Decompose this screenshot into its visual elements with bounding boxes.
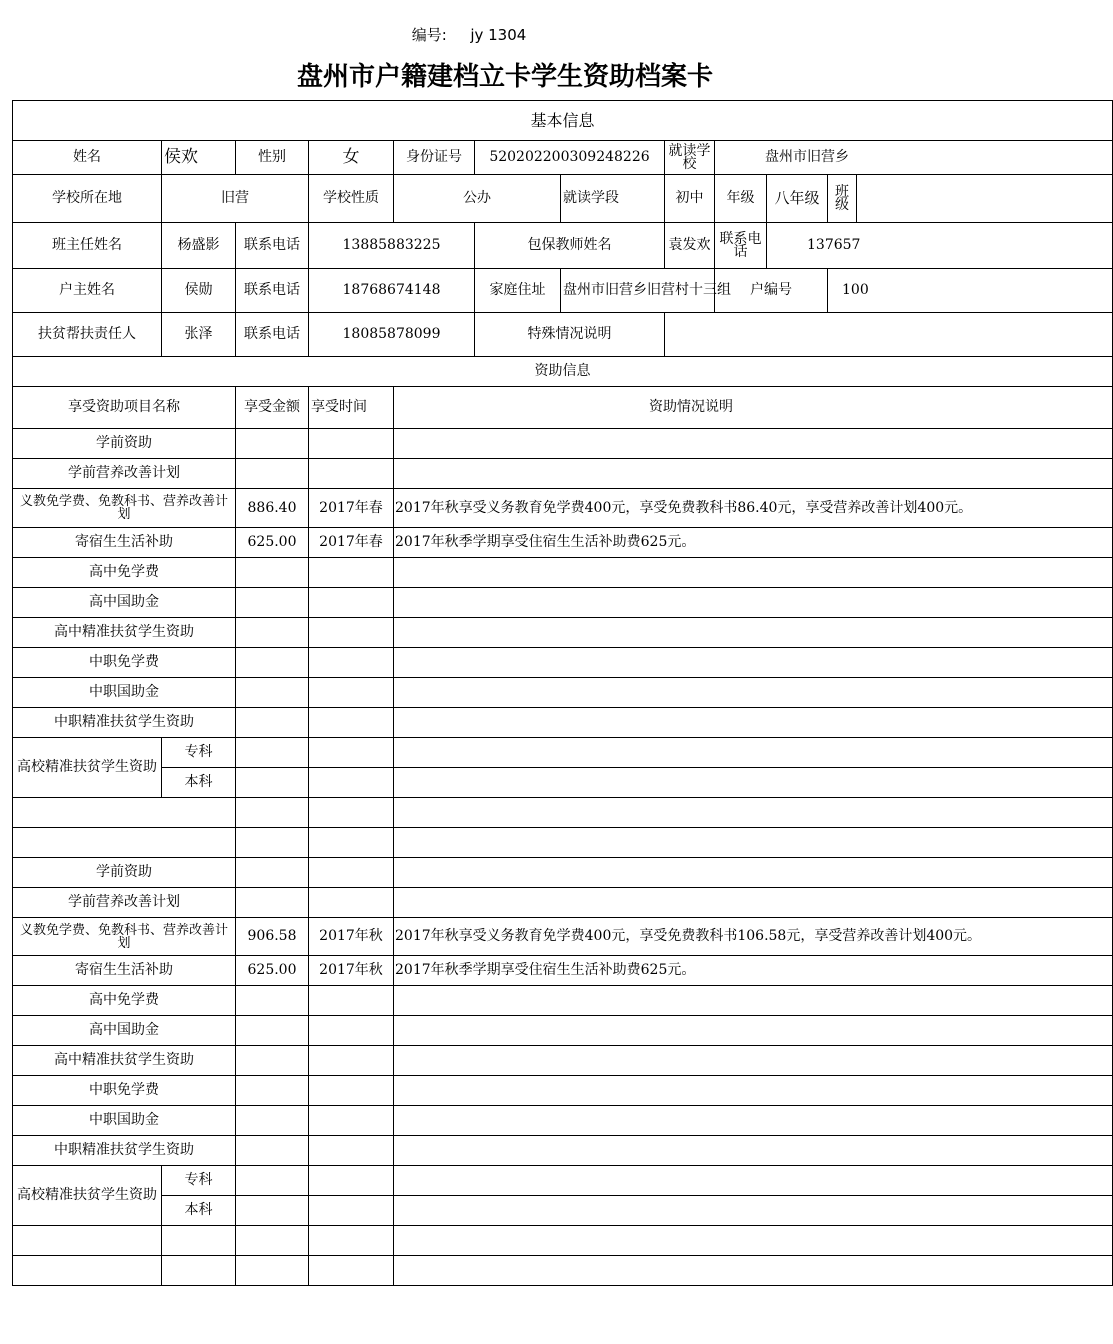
aid-row [13,618,1113,648]
blank-project [13,1256,162,1286]
gender-label: 性别 [236,141,309,175]
address-value: 盘州市旧营乡旧营村十三组 [561,269,715,313]
aid-amount [236,588,309,618]
aid-row [13,678,1113,708]
benke-time [309,1196,394,1226]
household-number-value: 100 [828,269,1113,313]
aid-project-name: 高中精准扶贫学生资助 [13,1046,236,1076]
head-teacher-value: 杨盛影 [162,223,236,269]
blank-amount [236,1226,309,1256]
school-location-label: 学校所在地 [13,175,162,223]
benke-time [309,768,394,798]
aid-time: 2017年春 [309,528,394,558]
poverty-person-label: 扶贫帮扶责任人 [13,313,162,357]
aid-time [309,558,394,588]
aid-amount: 906.58 [236,918,309,956]
blank-amount [236,828,309,858]
aid-time [309,1016,394,1046]
name-label: 姓名 [13,141,162,175]
aid-time [309,1136,394,1166]
benke-desc [394,768,1113,798]
aid-project-name: 中职精准扶贫学生资助 [13,708,236,738]
zhuanke-desc [394,1166,1113,1196]
basic-info-header: 基本信息 [13,101,1113,141]
school-type-label: 学校性质 [309,175,394,223]
zhuanke-desc [394,738,1113,768]
document-title: 盘州市户籍建档立卡学生资助档案卡 [296,62,713,92]
aid-project-name: 义教免学费、免教科书、营养改善计划 [13,489,236,528]
aid-row [13,648,1113,678]
aid-project-name: 中职国助金 [13,1106,236,1136]
household-number-label: 户编号 [715,269,828,313]
zhuanke-label: 专科 [162,1166,236,1196]
aid-row [13,986,1113,1016]
aid-amount: 625.00 [236,956,309,986]
class-label: 班级 [828,175,857,223]
col-desc-header: 资助情况说明 [394,387,1113,429]
aid-time: 2017年春 [309,489,394,528]
archive-table [12,100,1113,1286]
aid-project-name: 高中精准扶贫学生资助 [13,618,236,648]
householder-phone-value: 18768674148 [309,269,475,313]
aid-amount [236,1046,309,1076]
stage-label: 就读学段 [561,175,665,223]
aid-time [309,588,394,618]
blank-sub [162,1226,236,1256]
aid-amount [236,1106,309,1136]
aid-time: 2017年秋 [309,918,394,956]
blank-project [13,828,236,858]
aid-amount [236,459,309,489]
archive-number [0,24,938,45]
id-number-label: 身份证号 [394,141,475,175]
aid-time [309,1106,394,1136]
aid-amount [236,558,309,588]
college-aid-label: 高校精准扶贫学生资助 [13,1166,162,1226]
aid-description [394,708,1113,738]
aid-description [394,1076,1113,1106]
blank-amount [236,798,309,828]
aid-project-name: 学前资助 [13,858,236,888]
aid-amount [236,678,309,708]
blank-desc [394,1256,1113,1286]
special-note-value [665,313,1113,357]
head-teacher-label: 班主任姓名 [13,223,162,269]
aid-time [309,459,394,489]
blank-time [309,798,394,828]
benke-desc [394,1196,1113,1226]
aid-project-name: 义教免学费、免教科书、营养改善计划 [13,918,236,956]
aid-row [13,956,1113,986]
aid-time [309,678,394,708]
aid-description [394,1046,1113,1076]
school-label: 就读学校 [665,141,715,175]
blank-desc [394,798,1113,828]
aid-description: 2017年秋季学期享受住宿生生活补助费625元。 [394,528,1113,558]
aid-description [394,858,1113,888]
aid-description [394,678,1113,708]
blank-time [309,1226,394,1256]
aid-row [13,1076,1113,1106]
aid-row [13,1136,1113,1166]
aid-amount [236,1076,309,1106]
aid-project-name: 寄宿生生活补助 [13,956,236,986]
aid-time [309,888,394,918]
householder-value: 侯勋 [162,269,236,313]
aid-project-name: 中职免学费 [13,648,236,678]
school-location-value: 旧营 [162,175,309,223]
aid-description: 2017年秋享受义务教育免学费400元，享受免费教科书106.58元，享受营养改善计划400元。 [394,918,1113,956]
aid-row [13,888,1113,918]
col-time-header: 享受时间 [309,387,394,429]
aid-row [13,558,1113,588]
aid-row [13,1016,1113,1046]
aid-row [13,1046,1113,1076]
school-type-value: 公办 [394,175,561,223]
id-number-value: 520202200309248226 [475,141,665,175]
name-value: 侯欢 [162,141,236,175]
aid-description [394,558,1113,588]
gender-value: 女 [309,141,394,175]
aid-time [309,429,394,459]
aid-row [13,489,1113,528]
aid-description [394,1136,1113,1166]
blank-desc [394,1226,1113,1256]
aid-description [394,648,1113,678]
archive-sheet [12,100,982,1290]
zhuanke-amount [236,738,309,768]
address-label: 家庭住址 [475,269,561,313]
aid-row [13,528,1113,558]
aid-description [394,588,1113,618]
guarantor-value: 袁发欢 [665,223,715,269]
col-project-header: 享受资助项目名称 [13,387,236,429]
aid-info-header: 资助信息 [13,357,1113,387]
aid-amount [236,888,309,918]
aid-amount [236,1136,309,1166]
aid-amount: 886.40 [236,489,309,528]
class-value [857,175,1113,223]
archive-number-value: jy 1304 [470,26,527,44]
benke-amount [236,1196,309,1226]
aid-row [13,588,1113,618]
special-note-label: 特殊情况说明 [475,313,665,357]
col-amount-header: 享受金额 [236,387,309,429]
head-teacher-phone-value: 13885883225 [309,223,475,269]
aid-row [13,459,1113,489]
aid-row [13,708,1113,738]
poverty-phone-value: 18085878099 [309,313,475,357]
guarantor-label: 包保教师姓名 [475,223,665,269]
aid-row [13,918,1113,956]
guarantor-phone-label: 联系电话 [715,223,767,269]
stage-value: 初中 [665,175,715,223]
aid-description [394,888,1113,918]
archive-number-label: 编号: [411,26,447,44]
aid-time [309,986,394,1016]
householder-phone-label: 联系电话 [236,269,309,313]
blank-time [309,828,394,858]
school-value: 盘州市旧营乡 [715,141,1113,175]
aid-amount [236,648,309,678]
aid-row [13,1106,1113,1136]
aid-project-name: 中职免学费 [13,1076,236,1106]
householder-label: 户主姓名 [13,269,162,313]
aid-description [394,986,1113,1016]
aid-amount [236,618,309,648]
aid-project-name: 中职精准扶贫学生资助 [13,1136,236,1166]
zhuanke-time [309,738,394,768]
aid-project-name: 学前资助 [13,429,236,459]
aid-project-name: 寄宿生生活补助 [13,528,236,558]
aid-time [309,858,394,888]
aid-project-name: 中职国助金 [13,678,236,708]
blank-desc [394,828,1113,858]
aid-amount: 625.00 [236,528,309,558]
aid-time [309,1076,394,1106]
guarantor-phone-value: 137657 [767,223,1113,269]
aid-row [13,429,1113,459]
aid-description: 2017年秋季学期享受住宿生生活补助费625元。 [394,956,1113,986]
aid-amount [236,1016,309,1046]
aid-description [394,459,1113,489]
grade-value: 八年级 [767,175,828,223]
benke-label: 本科 [162,768,236,798]
benke-amount [236,768,309,798]
blank-project [13,1226,162,1256]
blank-time [309,1256,394,1286]
aid-project-name: 学前营养改善计划 [13,459,236,489]
aid-time: 2017年秋 [309,956,394,986]
aid-description: 2017年秋享受义务教育免学费400元，享受免费教科书86.40元，享受营养改善计划400元。 [394,489,1113,528]
college-aid-label: 高校精准扶贫学生资助 [13,738,162,798]
poverty-phone-label: 联系电话 [236,313,309,357]
aid-amount [236,429,309,459]
aid-project-name: 高中免学费 [13,558,236,588]
aid-time [309,1046,394,1076]
aid-time [309,708,394,738]
poverty-person-value: 张泽 [162,313,236,357]
aid-description [394,618,1113,648]
zhuanke-time [309,1166,394,1196]
aid-description [394,429,1113,459]
aid-description [394,1106,1113,1136]
aid-project-name: 高中国助金 [13,588,236,618]
blank-amount [236,1256,309,1286]
aid-amount [236,858,309,888]
zhuanke-label: 专科 [162,738,236,768]
aid-description [394,1016,1113,1046]
aid-row [13,858,1113,888]
aid-time [309,618,394,648]
aid-time [309,648,394,678]
blank-sub [162,1256,236,1286]
zhuanke-amount [236,1166,309,1196]
aid-project-name: 高中国助金 [13,1016,236,1046]
aid-project-name: 高中免学费 [13,986,236,1016]
grade-label: 年级 [715,175,767,223]
head-teacher-phone-label: 联系电话 [236,223,309,269]
blank-project [13,798,236,828]
aid-project-name: 学前营养改善计划 [13,888,236,918]
aid-amount [236,986,309,1016]
benke-label: 本科 [162,1196,236,1226]
aid-amount [236,708,309,738]
